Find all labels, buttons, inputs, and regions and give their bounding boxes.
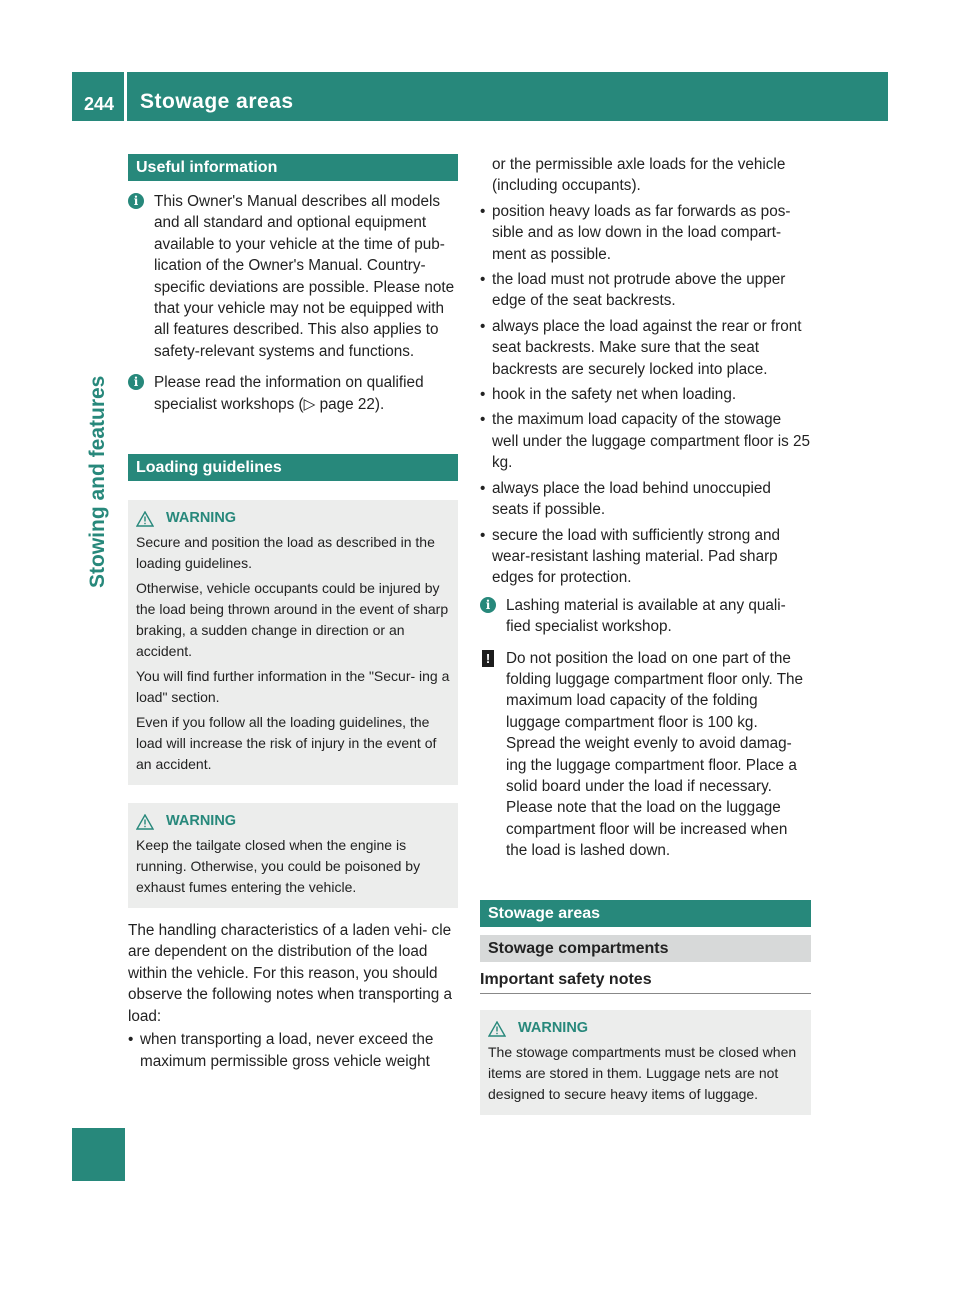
warning-text: Keep the tailgate closed when the engine is running. Otherwise, you could be poisoned by exhaust fumes entering the vehicle. [136, 837, 421, 896]
left-column [128, 154, 458, 1076]
list-item-text: always place the load against the rear or front seat backrests. Make sure that the seat backrests are securely locked into place. [492, 317, 802, 378]
body-paragraph: The handling characteristics of a laden vehi- cle are dependent on the distribution of the load within the vehicle. For this reason, you should observe the following notes when transporting a load: [128, 922, 452, 1025]
warning-header [488, 1018, 803, 1039]
list-item-text: hook in the safety net when loading. [492, 386, 737, 404]
list-item-text: or the permissible axle loads for the vehicle (including occupants). [492, 156, 786, 195]
warning-label: WARNING [518, 1020, 589, 1036]
info-note-text: Lashing material is available at any quali- fied specialist workshop. [506, 596, 786, 636]
list-item: • position heavy loads as far forwards as pos- sible and as low down in the load compart- ment as possible. [480, 201, 811, 265]
list-item-text: secure the load with sufficiently strong and wear-resistant lashing material. Pad sharp edges for protection. [492, 526, 780, 587]
warning-header [136, 508, 450, 529]
list-item: • secure the load with sufficiently strong and wear-resistant lashing material. Pad sharp edges for protection. [480, 525, 811, 589]
section-stowage-areas: Stowage areas [480, 900, 811, 927]
list-item: • the load must not protrude above the upper edge of the seat backrests. [480, 269, 811, 312]
warning-box [128, 500, 458, 785]
warning-label: WARNING [166, 510, 237, 527]
warning-triangle-icon [136, 511, 154, 527]
warning-text: The stowage compartments must be closed when items are stored in them. Luggage nets are not designed to secure heavy items of luggage. [488, 1044, 797, 1102]
warning-box [480, 1010, 811, 1115]
warning-text: Otherwise, vehicle occupants could be injured by the load being thrown around in the event of sharp braking, a sudden change in direction or an accident. [136, 580, 449, 660]
info-note [128, 191, 458, 362]
caution-note-text: Do not position the load on one part of the folding luggage compartment floor only. The maximum load capacity of the folding luggage compartment floor is 100 kg. Spread the weight evenly to avoid damag- ing the luggage compartment floor. Place a solid board under the load if necessary. Please note that the load on the luggage compartment floor will be increased when the load is lashed down. [506, 649, 804, 860]
list-item-continued [480, 154, 811, 197]
side-chapter-marker [72, 1128, 125, 1181]
warning-header [136, 811, 450, 832]
section-loading-guidelines: Loading guidelines [128, 454, 458, 481]
warning-label: WARNING [166, 813, 237, 830]
list-item: • always place the load behind unoccupied seats if possible. [480, 478, 811, 521]
page-number: 244 [84, 94, 115, 114]
subsection-stowage-compartments: Stowage compartments [480, 935, 811, 962]
warning-text: Even if you follow all the loading guidelines, the load will increase the risk of injury in the event of an accident. [136, 714, 437, 773]
warning-box [128, 803, 458, 908]
side-chapter-label: Stowing and features [86, 375, 109, 588]
list-item: • when transporting a load, never exceed the maximum permissible gross vehicle weight [128, 1029, 458, 1072]
info-icon: i [128, 374, 144, 390]
warning-triangle-icon [136, 814, 154, 830]
section-useful-information: Useful information [128, 154, 458, 181]
info-note [480, 595, 811, 638]
header-divider [124, 72, 127, 121]
warning-text: You will find further information in the "Secur- ing a load" section. [136, 668, 450, 706]
list-item-text: the maximum load capacity of the stowage well under the luggage compartment floor is 25 kg. [492, 411, 811, 472]
info-icon: i [128, 193, 144, 209]
list-item-text: position heavy loads as far forwards as pos- sible and as low down in the load compart- ment as possible. [492, 202, 791, 263]
list-item: • hook in the safety net when loading. [480, 384, 811, 405]
info-note-text: Please read the information on qualified specialist workshops (▷ page 22). [154, 374, 424, 413]
list-item: • always place the load against the rear or front seat backrests. Make sure that the seat backrests are securely locked into place. [480, 316, 811, 380]
list-item: • the maximum load capacity of the stowage well under the luggage compartment floor is 25 kg. [480, 409, 811, 473]
exclamation-icon: ! [482, 650, 494, 667]
info-note-text: This Owner's Manual describes all models and all standard and optional equipment available to your vehicle at the time of pub- lication of the Owner's Manual. Country- specific deviations are possible. Please note that your vehicle may not be equipped with all features described. This also applies to safety-relevant systems and functions. [154, 193, 455, 360]
info-note [128, 372, 458, 415]
caution-note [480, 648, 811, 862]
warning-triangle-icon [488, 1021, 506, 1037]
warning-text: Secure and position the load as described in the loading guidelines. [136, 534, 435, 572]
info-icon: i [480, 597, 496, 613]
header-title: Stowage areas [140, 90, 294, 113]
list-item-text: when transporting a load, never exceed the maximum permissible gross vehicle weight [140, 1031, 434, 1070]
list-item-text: the load must not protrude above the upper edge of the seat backrests. [492, 271, 786, 310]
right-column [480, 154, 811, 1115]
heading-important-safety-notes: Important safety notes [480, 962, 811, 994]
list-item-text: always place the load behind unoccupied seats if possible. [492, 479, 771, 519]
